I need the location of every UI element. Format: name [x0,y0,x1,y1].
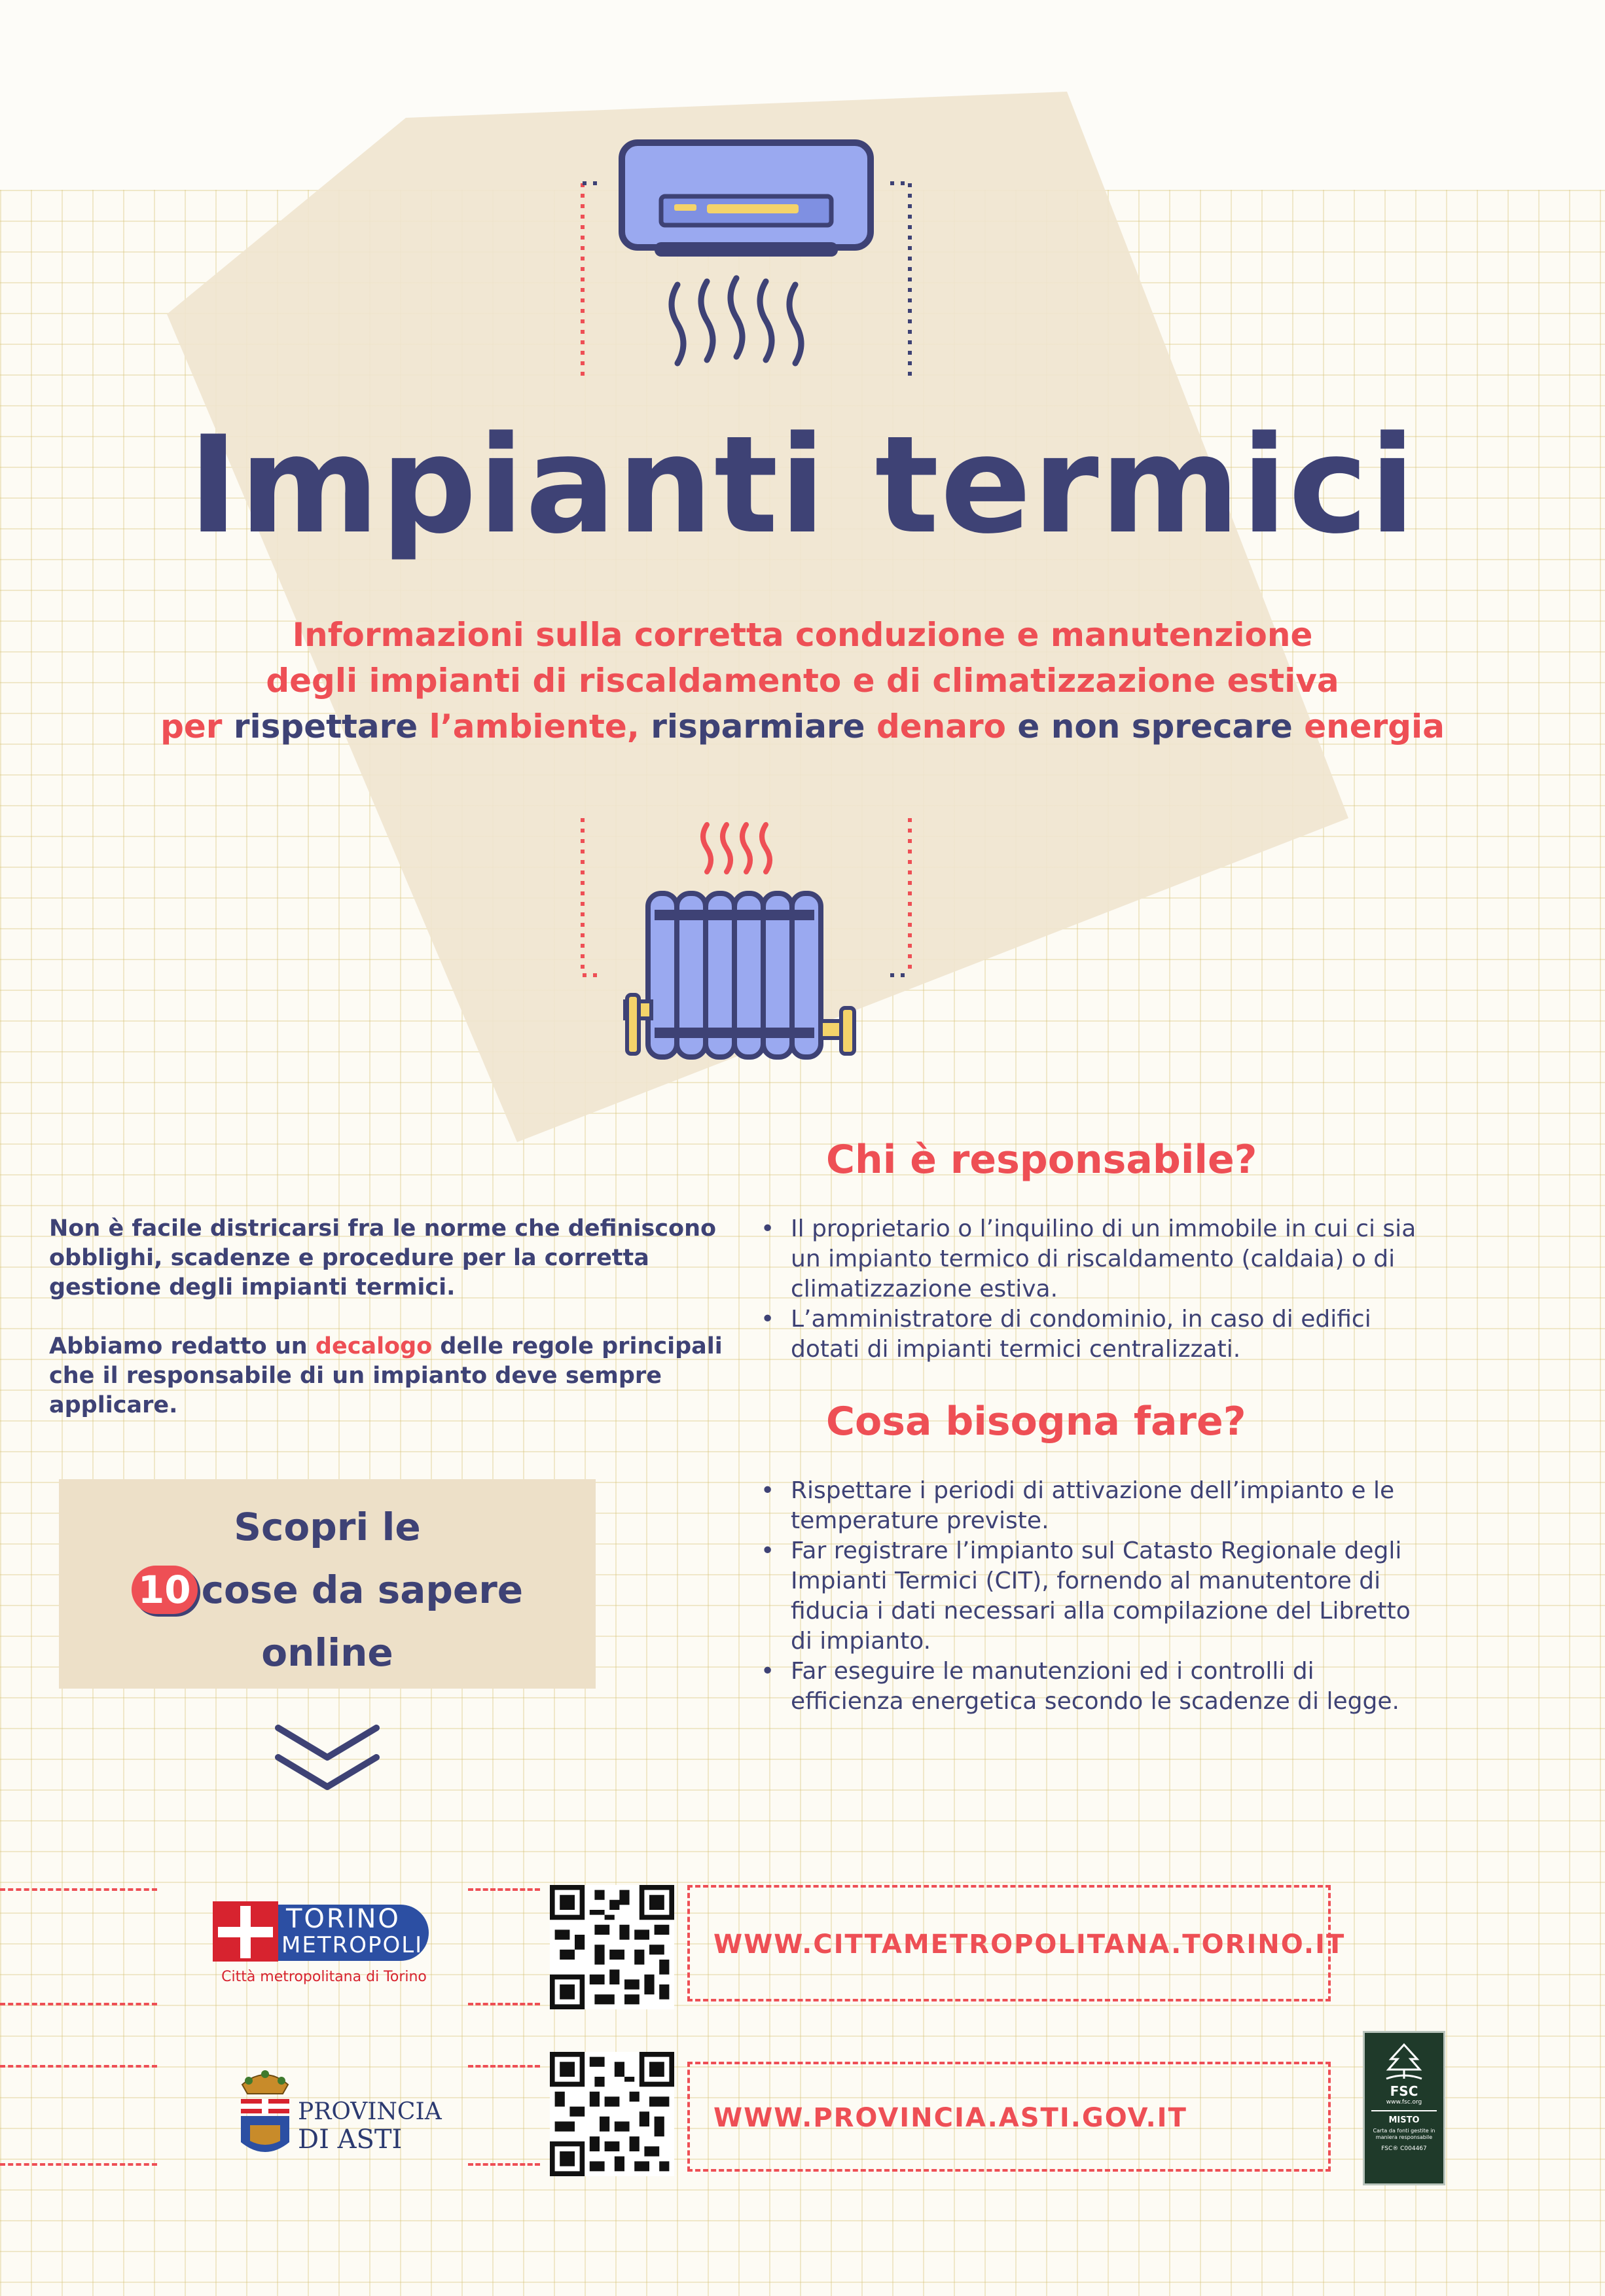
divider [0,2065,157,2068]
list-item: • Far eseguire le manutenzioni ed i controlli di efficienza energetica secondo le scadenze di legge. [753,1657,1414,1717]
divider [468,1888,540,1891]
cosa-fare-list [753,1476,1414,1717]
fsc-site: www.fsc.org [1386,2099,1422,2106]
subtitle-word: per [160,708,234,745]
torino-url-link[interactable]: WWW.CITTAMETROPOLITANA.TORINO.IT [713,1929,1346,1960]
asti-word-2: DI ASTI [298,2125,403,2155]
cosa-fare-title: Cosa bisogna fare? [826,1399,1246,1444]
divider [0,1888,157,1891]
number-badge: 10 [132,1566,198,1614]
subtitle [0,612,1605,749]
asti-word-1: PROVINCIA [298,2098,442,2125]
divider [468,2163,540,2166]
fsc-tree-icon [1381,2042,1427,2081]
fsc-description: Carta da fonti gestite in maniera responsabile [1373,2128,1435,2140]
subtitle-word: denaro [876,708,1018,745]
responsabile-list [753,1214,1447,1365]
intro-text-part: Abbiamo redatto un [49,1333,316,1359]
torino-word-2: METROPOLI [281,1932,424,1958]
air-conditioner-icon [563,131,929,393]
subtitle-word: l’ambiente, [429,708,651,745]
intro-text [49,1214,730,1450]
cta-text [59,1496,596,1684]
qr-code-asti [550,2052,674,2176]
qr-code-torino [550,1885,674,2009]
subtitle-word: rispettare [233,708,429,745]
chevron-down-icon [268,1715,386,1806]
fsc-label [1363,2031,1445,2185]
cta-line-1: Scopri le [234,1505,421,1549]
list-item: • Far registrare l’impianto sul Catasto Regionale degli Impianti Termici (CIT), fornendo al manutentore di fiducia i dati necessari alla compilazione del Libretto di impianto. [753,1536,1414,1657]
intro-highlight: decalogo [315,1333,433,1359]
divider [0,2163,157,2166]
torino-word-1: TORINO [286,1904,401,1934]
subtitle-word: non sprecare [1051,708,1305,745]
page-title: Impianti termici [188,408,1417,564]
provincia-asti-logo [236,2065,442,2163]
list-item: • L’amministratore di condominio, in caso di edifici dotati di impianti termici centralizzati. [753,1304,1447,1365]
subtitle-word: e [1017,708,1051,745]
torino-metropoli-logo [213,1898,435,1990]
subtitle-line-3 [0,704,1605,749]
asti-url-link[interactable]: WWW.PROVINCIA.ASTI.GOV.IT [713,2103,1187,2133]
intro-paragraph-2 [49,1332,730,1420]
divider [468,2003,540,2005]
subtitle-line-2: degli impianti di riscaldamento e di climatizzazione estiva [266,662,1339,700]
fsc-code: FSC® C004467 [1381,2145,1427,2152]
fsc-brand: FSC [1390,2083,1418,2099]
responsabile-title: Chi è responsabile? [826,1137,1257,1183]
divider [468,2065,540,2068]
list-item: • Il proprietario o l’inquilino di un immobile in cui ci sia un impianto termico di riscaldamento (caldaia) o di climatizzazione estiva. [753,1214,1447,1304]
cta-line-2-text: cose da sapere [201,1568,524,1612]
fsc-category: MISTO [1371,2110,1437,2125]
subtitle-word: risparmiare [651,708,876,745]
cta-line-2 [59,1558,596,1621]
intro-text-part: delle regole principali che il responsabile di un impianto deve sempre applicare. [49,1333,723,1418]
cta-line-3: online [261,1630,393,1675]
divider [0,2003,157,2005]
radiator-icon [563,812,929,1073]
list-item: • Rispettare i periodi di attivazione dell’impianto e le temperature previste. [753,1476,1414,1536]
torino-caption: Città metropolitana di Torino [221,1969,427,1985]
subtitle-line-1: Informazioni sulla corretta conduzione e manutenzione [292,616,1313,654]
intro-paragraph-1: Non è facile districarsi fra le norme che definiscono obblighi, scadenze e procedure per la corretta gestione degli impianti termici. [49,1215,717,1300]
subtitle-word: energia [1304,708,1445,745]
asti-crest-icon [236,2065,295,2163]
